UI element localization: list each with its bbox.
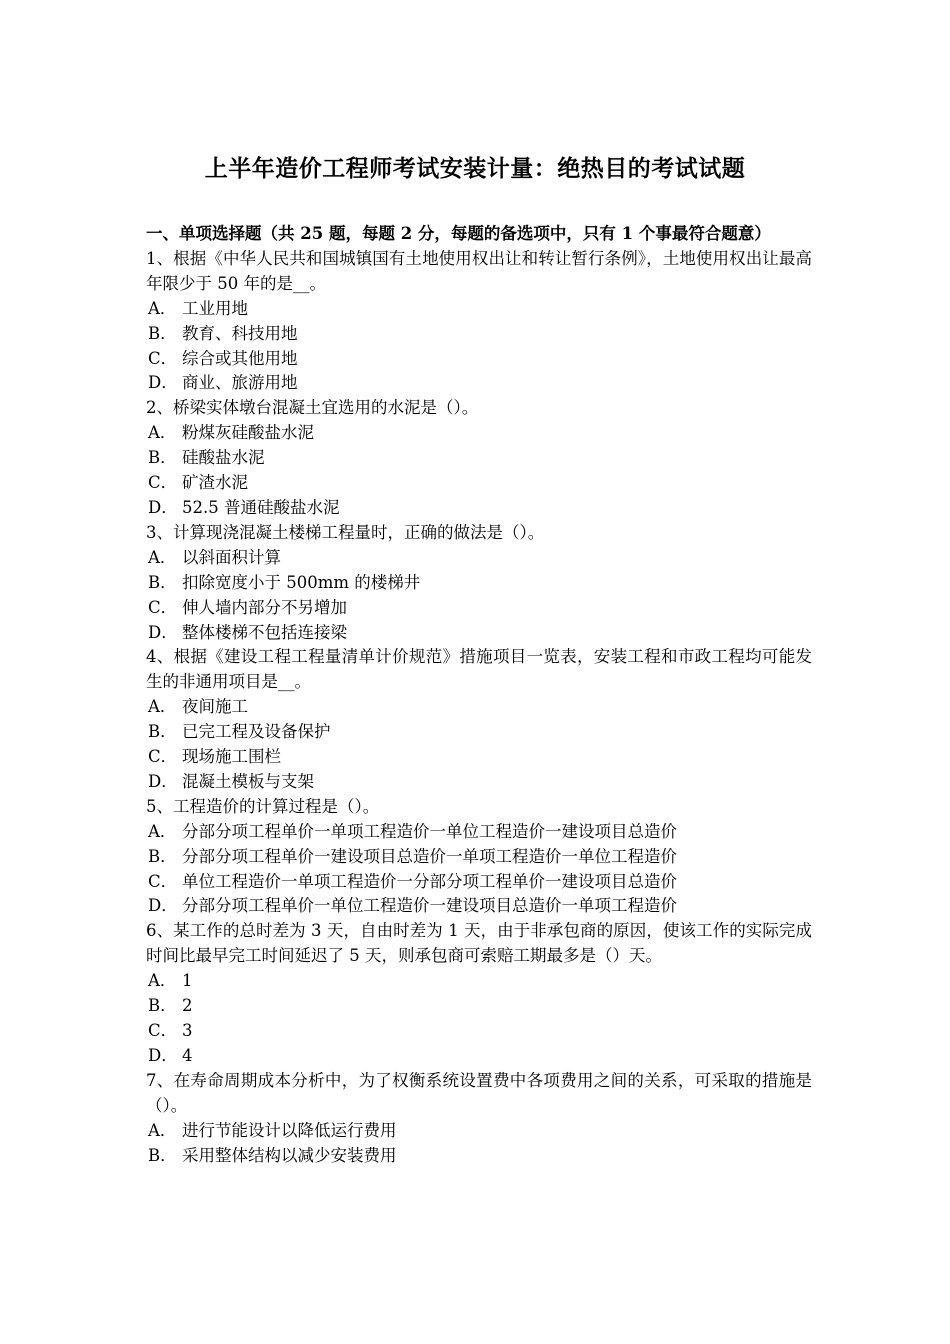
option-letter: A．: [148, 697, 177, 717]
option-letter: D．: [148, 622, 178, 642]
question-block: [146, 396, 812, 521]
option-text: 采用整体结构以减少安装费用: [182, 1145, 397, 1165]
answer-option: [146, 820, 812, 845]
option-letter: B．: [148, 448, 177, 468]
answer-option: [146, 1044, 812, 1069]
answer-option: [146, 695, 812, 720]
option-letter: A．: [148, 547, 177, 567]
option-letter: A．: [148, 1120, 177, 1140]
question-text: 5、工程造价的计算过程是（）。: [146, 796, 380, 816]
answer-option: [146, 1119, 812, 1144]
option-text: 进行节能设计以降低运行费用: [182, 1120, 397, 1140]
answer-option: [146, 546, 812, 571]
answer-option: [146, 1019, 812, 1044]
question-text: 6、某工作的总时差为 3 天，自由时差为 1 天，由于非承包商的原因，使该工作的实际完成时间比最早完工时间延迟了 5 天，则承包商可索赔工期最多是（）天。: [146, 921, 812, 966]
question-text: 7、在寿命周期成本分析中，为了权衡系统设置费中各项费用之间的关系，可采取的措施是（）。: [146, 1070, 812, 1115]
option-letter: A．: [148, 423, 177, 443]
question-text: 1、根据《中华人民共和国城镇国有土地使用权出让和转让暂行条例》，土地使用权出让最高年限少于 50 年的是__。: [146, 248, 812, 293]
option-text: 粉煤灰硅酸盐水泥: [182, 423, 314, 443]
answer-option: [146, 371, 812, 396]
answer-option: [146, 770, 812, 795]
option-text: 现场施工围栏: [182, 747, 281, 767]
option-text: 4: [182, 1045, 193, 1065]
option-letter: A．: [148, 298, 177, 318]
answer-option: [146, 994, 812, 1019]
option-letter: C．: [148, 348, 178, 368]
option-text: 单位工程造价一单项工程造价一分部分项工程单价一建设项目总造价: [182, 871, 677, 891]
option-letter: B．: [148, 572, 177, 592]
option-letter: D．: [148, 1045, 178, 1065]
answer-option: [146, 446, 812, 471]
option-text: 分部分项工程单价一建设项目总造价一单项工程造价一单位工程造价: [182, 846, 677, 866]
answer-option: [146, 421, 812, 446]
option-letter: D．: [148, 771, 178, 791]
option-text: 2: [182, 996, 193, 1016]
option-letter: D．: [148, 896, 178, 916]
answer-option: [146, 322, 812, 347]
page-title: 上半年造价工程师考试安装计量：绝热目的考试试题: [204, 155, 746, 182]
option-letter: A．: [148, 821, 177, 841]
option-letter: B．: [148, 722, 177, 742]
option-text: 伸人墙内部分不另增加: [182, 597, 347, 617]
question-block: [146, 1069, 812, 1169]
option-letter: C．: [148, 747, 178, 767]
option-text: 分部分项工程单价一单项工程造价一单位工程造价一建设项目总造价: [182, 821, 677, 841]
option-text: 3: [182, 1021, 193, 1040]
answer-option: [146, 621, 812, 646]
option-letter: B．: [148, 846, 177, 866]
answer-option: [146, 571, 812, 596]
answer-option: [146, 894, 812, 919]
option-text: 硅酸盐水泥: [182, 448, 265, 468]
option-letter: C．: [148, 597, 178, 617]
question-block: [146, 521, 812, 646]
option-text: 以斜面积计算: [182, 547, 281, 567]
option-text: 分部分项工程单价一单位工程造价一建设项目总造价一单项工程造价: [182, 896, 677, 916]
option-letter: B．: [148, 323, 177, 343]
answer-option: [146, 745, 812, 770]
answer-option: [146, 870, 812, 895]
answer-option: [146, 496, 812, 521]
answer-option: [146, 1144, 812, 1169]
option-letter: D．: [148, 373, 178, 393]
option-letter: B．: [148, 996, 177, 1016]
section-heading: 一、单项选择题（共 25 题，每题 2 分，每题的备选项中，只有 1 个事最符合题意）: [146, 224, 771, 243]
question-block: [146, 795, 812, 920]
question-block: [146, 919, 812, 1068]
answer-option: [146, 596, 812, 621]
answer-option: [146, 969, 812, 994]
option-text: 扣除宽度小于 500mm 的楼梯井: [182, 572, 421, 592]
option-text: 1: [182, 971, 193, 991]
option-text: 综合或其他用地: [182, 348, 298, 368]
option-letter: C．: [148, 473, 178, 493]
question-block: [146, 247, 812, 396]
question-text: 3、计算现浇混凝土楼梯工程量时，正确的做法是（）。: [146, 522, 545, 542]
answer-option: [146, 347, 812, 372]
option-letter: C．: [148, 871, 178, 891]
option-text: 混凝土模板与支架: [182, 771, 314, 791]
exam-content: [146, 222, 812, 1168]
option-letter: C．: [148, 1021, 178, 1040]
option-text: 已完工程及设备保护: [182, 722, 331, 742]
question-text: 4、根据《建设工程工程量清单计价规范》措施项目一览表，安装工程和市政工程均可能发生的非通用项目是__。: [146, 647, 812, 692]
option-text: 整体楼梯不包括连接梁: [182, 622, 347, 642]
answer-option: [146, 845, 812, 870]
answer-option: [146, 720, 812, 745]
question-text: 2、桥梁实体墩台混凝土宜选用的水泥是（）。: [146, 398, 479, 418]
answer-option: [146, 471, 812, 496]
option-letter: B．: [148, 1145, 177, 1165]
option-text: 商业、旅游用地: [182, 373, 298, 393]
question-list: [146, 247, 812, 1169]
option-text: 工业用地: [182, 298, 248, 318]
answer-option: [146, 297, 812, 322]
option-letter: D．: [148, 497, 178, 517]
option-letter: A．: [148, 971, 177, 991]
question-block: [146, 645, 812, 794]
option-text: 52.5 普通硅酸盐水泥: [182, 497, 340, 517]
option-text: 矿渣水泥: [182, 473, 248, 493]
option-text: 教育、科技用地: [182, 323, 298, 343]
option-text: 夜间施工: [182, 697, 248, 717]
